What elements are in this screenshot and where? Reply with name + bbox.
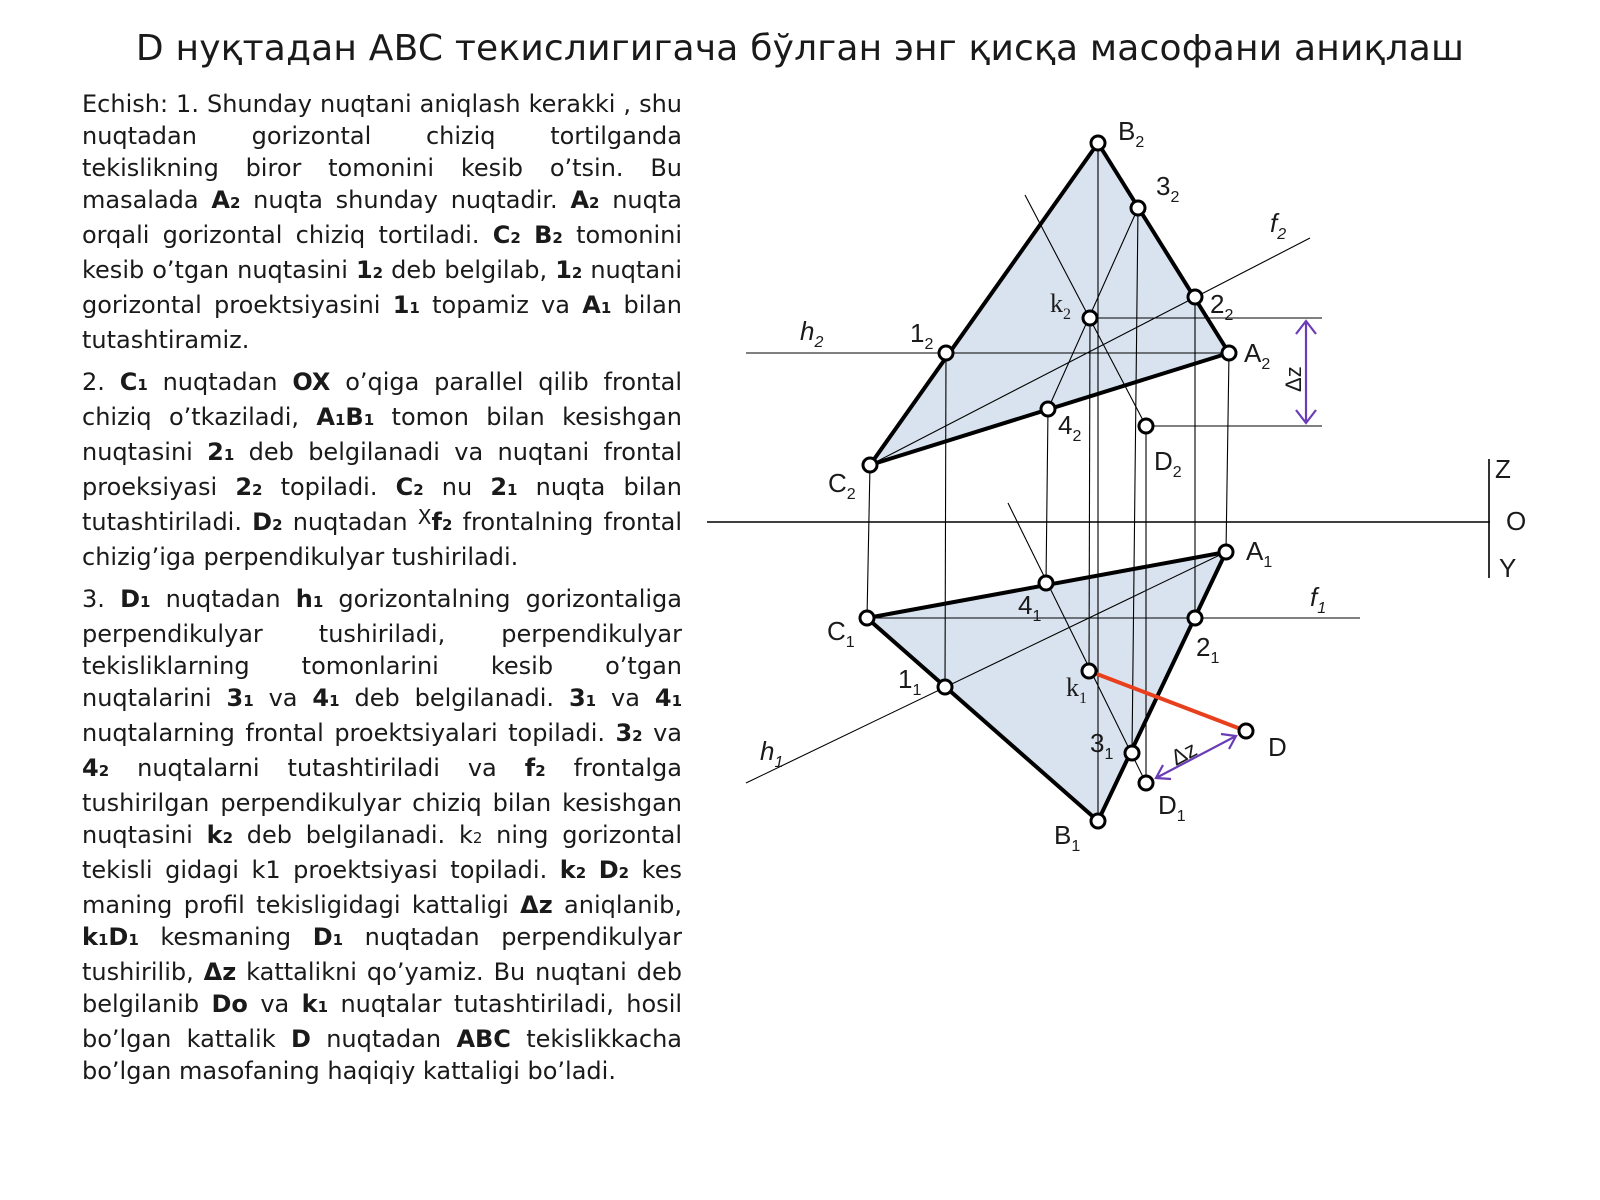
point-31 xyxy=(1125,746,1139,760)
label-c1: $C_1$ xyxy=(827,616,855,651)
bold-term: D2 xyxy=(598,856,630,884)
label-32: $3_2$ xyxy=(1156,171,1180,206)
bold-term: A1 xyxy=(316,403,346,431)
bold-term: A2 xyxy=(211,186,241,214)
label-21: $2_1$ xyxy=(1196,632,1220,667)
bold-term: D1 xyxy=(120,585,151,613)
label-line-f1: $f_1$ xyxy=(1310,582,1327,617)
point-b1 xyxy=(1091,814,1105,828)
bold-term: k1 xyxy=(301,990,329,1018)
point-11 xyxy=(938,680,952,694)
label-12: $1_2$ xyxy=(910,318,934,353)
solution-step-1: Echish: 1. Shunday nuqtani aniqlash kerakki , shu nuqtadan gorizontal chiziq tortilganda tekislikning biror tomonini kesib o’tsin. Bu masalada A2 nuqta shunday nuqtadir. A2 nuqta orqali gorizontal chiziq tortiladi. C2 B2 tomonini kesib o’tgan nuqtasini 12 deb belgilab, 12 nuqtani gorizontal proektsiyasini 11 topamiz va A1 bilan tutashtiramiz. xyxy=(82,90,682,354)
point-c1 xyxy=(860,611,874,625)
point-k1 xyxy=(1082,664,1096,678)
point-c2 xyxy=(863,458,877,472)
point-42 xyxy=(1041,402,1055,416)
label-31: $3_1$ xyxy=(1090,728,1114,763)
label-d1: $D_1$ xyxy=(1158,790,1186,825)
bold-term: 31 xyxy=(226,684,254,712)
bold-term: D1 xyxy=(108,923,139,951)
stray-glyph: X xyxy=(417,505,432,529)
bold-term: 21 xyxy=(207,438,235,466)
bold-term: B1 xyxy=(345,403,375,431)
point-a2 xyxy=(1222,346,1236,360)
bold-term: 42 xyxy=(82,754,110,782)
bold-term: 32 xyxy=(615,719,643,747)
point-d2 xyxy=(1139,419,1153,433)
dz-label-vertical: Δz xyxy=(1281,366,1306,392)
label-line-h1: $h_1$ xyxy=(760,736,784,771)
bold-term: Δz xyxy=(520,891,553,919)
bold-term: 12 xyxy=(555,256,583,284)
point-a1 xyxy=(1219,545,1233,559)
point-21 xyxy=(1188,611,1202,625)
link-4 xyxy=(1046,409,1048,583)
bold-term: C2 xyxy=(395,473,424,501)
label-22: $2_2$ xyxy=(1210,289,1234,324)
label-k1: $k_1$ xyxy=(1066,673,1087,707)
axis-label-y: Y xyxy=(1499,553,1517,583)
point-b2 xyxy=(1091,136,1105,150)
label-b2: $B_2$ xyxy=(1118,116,1145,151)
bold-term: k2 xyxy=(206,821,234,849)
label-11: $1_1$ xyxy=(898,664,922,699)
label-k2: $k_2$ xyxy=(1050,289,1071,323)
label-d: D xyxy=(1268,732,1287,762)
bold-term: C1 xyxy=(119,368,148,396)
label-b1: $B_1$ xyxy=(1054,820,1081,855)
point-22 xyxy=(1188,290,1202,304)
label-42: $4_2$ xyxy=(1058,410,1082,445)
bold-term: D2 xyxy=(252,508,283,536)
axis-label-o: O xyxy=(1506,506,1527,536)
link-c xyxy=(867,465,870,618)
bold-term: D xyxy=(290,1025,311,1053)
bold-term: A1 xyxy=(582,291,612,319)
bold-term: h1 xyxy=(295,585,324,613)
point-32 xyxy=(1131,201,1145,215)
point-41 xyxy=(1039,576,1053,590)
bold-term: k2 xyxy=(559,856,587,884)
point-12 xyxy=(939,346,953,360)
bold-term: k1 xyxy=(82,923,109,951)
bold-term: 41 xyxy=(312,684,340,712)
label-41: $4_1$ xyxy=(1018,590,1042,625)
bold-term: Do xyxy=(211,990,248,1018)
label-a1: $A_1$ xyxy=(1246,536,1273,571)
bold-term: 11 xyxy=(392,291,420,319)
point-k2 xyxy=(1083,311,1097,325)
bold-term: 12 xyxy=(355,256,384,284)
bold-term: A2 xyxy=(570,186,600,214)
label-d2: $D_2$ xyxy=(1154,446,1182,481)
label-a2: $A_2$ xyxy=(1244,338,1271,373)
label-c2: $C_2$ xyxy=(828,468,856,503)
point-d1 xyxy=(1139,776,1153,790)
dz-label-slanted: Δz xyxy=(1166,736,1202,771)
label-line-f2: $f_2$ xyxy=(1270,208,1287,243)
bold-term: f2 xyxy=(431,508,453,536)
bold-term: 31 xyxy=(568,684,597,712)
bold-term: Δz xyxy=(203,958,237,986)
axis-label-z: Z xyxy=(1495,454,1511,484)
page-title: D нуқтадан ABC текислигигача бўлган энг қисқа масофани аниқлаш xyxy=(135,28,1465,69)
bold-term: C2 xyxy=(492,221,521,249)
bold-term: ABC xyxy=(456,1025,511,1053)
solution-step-2: 2. C1 nuqtadan OX o’qiga parallel qilib frontal chiziq o’tkaziladi, A1B1 tomon bilan kesishgan nuqtasini 21 deb belgilanadi va nuqtani frontal proeksiyasi 22 topiladi. C2 nu 21 nuqta bilan tutashtiriladi. D2 nuqtadan $^X$f2 frontalning frontal chizig’iga perpendikulyar tushiriladi. xyxy=(82,368,683,571)
point-d xyxy=(1239,724,1253,738)
bold-term: OX xyxy=(292,368,331,396)
bold-term: 21 xyxy=(490,473,518,501)
bold-term: 22 xyxy=(235,473,263,501)
bold-term: B2 xyxy=(534,221,563,249)
label-line-h2: $h_2$ xyxy=(800,316,824,351)
bold-term: f2 xyxy=(524,754,546,782)
bold-term: D1 xyxy=(312,923,344,951)
bold-term: 41 xyxy=(654,684,682,712)
solution-step-3: 3. D1 nuqtadan h1 gorizontalning gorizontaliga perpendikulyar tushiriladi, perpendikulyar tekisliklarning tomonlarini kesib o’tgan nuqtalarini 31 va 41 deb belgilanadi. 31 va 41 nuqtalarning frontal proektsiyalari topiladi. 32 va 42 nuqtalarni tutashtiriladi va f2 frontalga tushirilgan perpendikulyar chiziq bilan kesishgan nuqtasini k2 deb belgilanadi. k2 ning gorizontal tekisli gidagi k1 proektsiyasi topiladi. k2 D2 kes maning profil tekisligidagi kattaligi Δz aniqlanib, k1D1 kesmaning D1 nuqtadan perpendikulyar tushirilib, Δz kattalikni qo’yamiz. Bu nuqtani deb belgilanib Do va k1 nuqtalar tutashtiriladi, hosil bo’lgan kattalik D nuqtadan ABC tekislikkacha bo’lgan masofaning haqiqiy kattaligi bo’ladi. xyxy=(82,585,683,1085)
